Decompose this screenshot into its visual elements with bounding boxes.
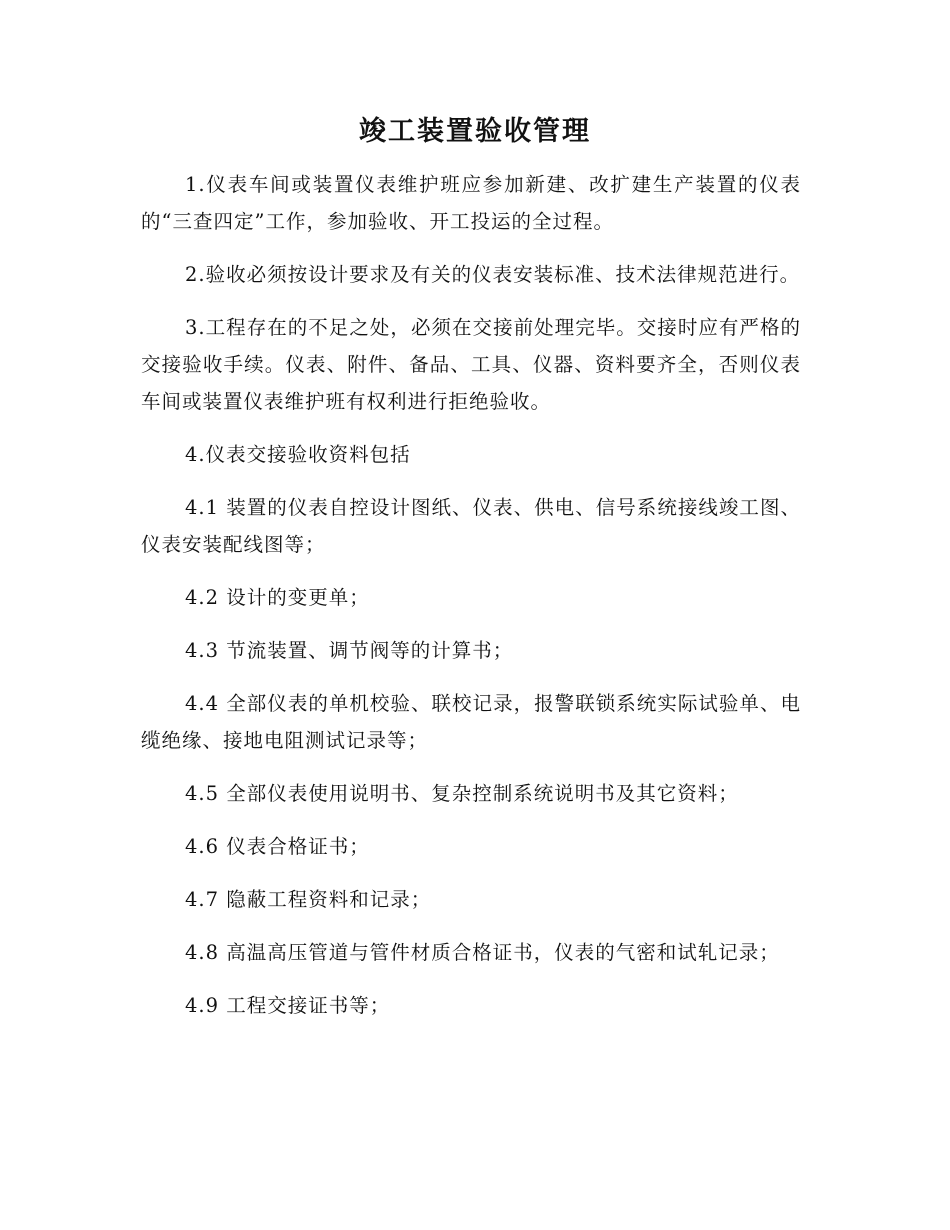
paragraph-4-9: 4.9 工程交接证书等； — [185, 994, 391, 1017]
paragraph-2: 2.验收必须按设计要求及有关的仪表安装标准、技术法律规范进行。 — [185, 263, 801, 286]
paragraph-4-7: 4.7 隐蔽工程资料和记录； — [185, 888, 432, 911]
paragraph-4-3: 4.3 节流装置、调节阀等的计算书； — [185, 639, 514, 662]
paragraph-4-2: 4.2 设计的变更单； — [185, 586, 370, 609]
paragraph-4-4: 4.4 全部仪表的单机校验、联校记录，报警联锁系统实际试验单、电缆绝缘、接地电阻测试记录等； — [141, 692, 801, 752]
paragraph-4-5: 4.5 全部仪表使用说明书、复杂控制系统说明书及其它资料； — [185, 782, 739, 805]
paragraph-3: 3.工程存在的不足之处，必须在交接前处理完毕。交接时应有严格的交接验收手续。仪表、附件、备品、工具、仪器、资料要齐全，否则仪表车间或装置仪表维护班有权利进行拒绝验收。 — [141, 316, 801, 413]
document-title: 竣工装置验收管理 — [359, 116, 591, 147]
paragraph-4-8: 4.8 高温高压管道与管件材质合格证书，仪表的气密和试轧记录； — [185, 941, 780, 964]
paragraph-4-6: 4.6 仪表合格证书； — [185, 835, 370, 858]
paragraph-4: 4.仪表交接验收资料包括 — [185, 443, 411, 466]
document-body — [141, 166, 801, 1040]
paragraph-1: 1.仪表车间或装置仪表维护班应参加新建、改扩建生产装置的仪表的“三查四定”工作，参加验收、开工投运的全过程。 — [141, 173, 801, 233]
paragraph-4-1: 4.1 装置的仪表自控设计图纸、仪表、供电、信号系统接线竣工图、仪表安装配线图等； — [141, 496, 801, 556]
